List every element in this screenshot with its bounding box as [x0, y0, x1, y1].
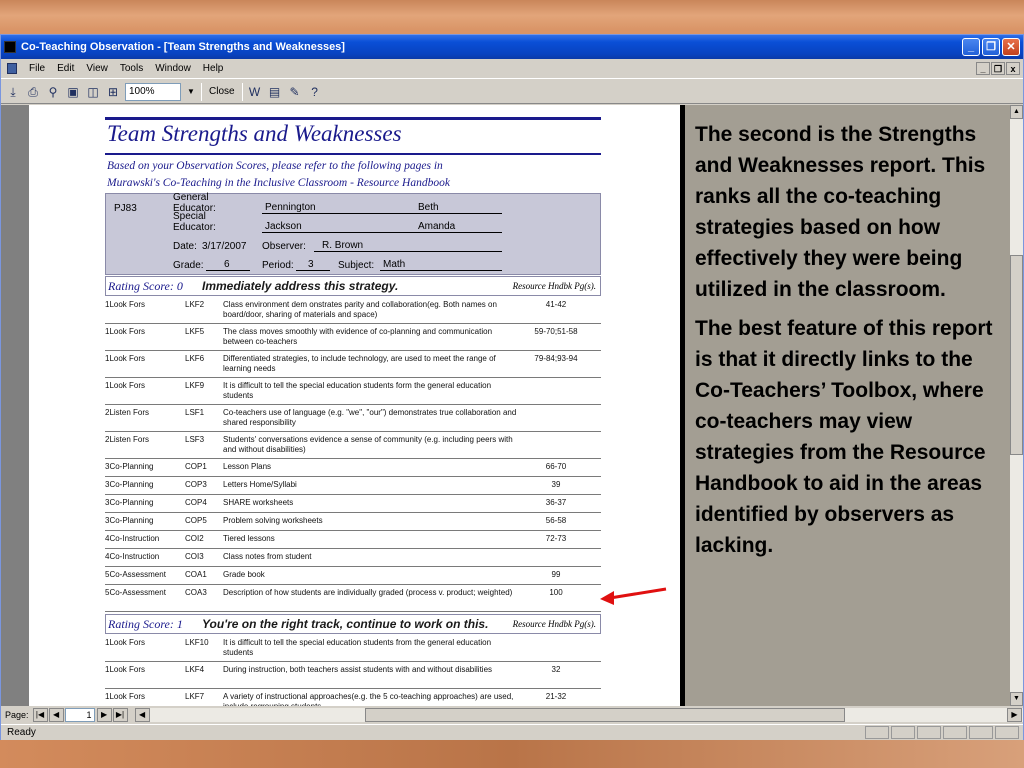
slide-background-band: [0, 740, 1024, 768]
description-cell: Description of how students are individually graded (process v. product; weighted): [223, 588, 513, 597]
category-cell: 1Look Fors: [105, 692, 146, 701]
document-icon[interactable]: [7, 63, 17, 74]
handbook-page-cell: 32: [551, 665, 561, 674]
special-educator-name: [262, 221, 502, 233]
period-label: Period:: [262, 260, 294, 271]
subtitle-line-1: Based on your Observation Scores, please refer to the following pages in: [107, 160, 443, 172]
description-cell: Differentiated strategies, to include technology, are used to meet the range of learning needs: [223, 354, 496, 373]
status-indicators: [865, 725, 1019, 740]
rating-score-message: Immediately address this strategy.: [202, 279, 399, 293]
category-cell: 5Co-Assessment: [105, 588, 166, 597]
chevron-down-icon[interactable]: ▼: [187, 86, 195, 96]
report-subtitle: [107, 158, 601, 192]
database-window-icon[interactable]: ▤: [268, 84, 281, 99]
code-cell: LKF10: [185, 638, 209, 647]
content-area: [1, 105, 1023, 706]
rating-score-1-header: [105, 614, 601, 634]
description-cell: SHARE worksheets: [223, 498, 294, 507]
scroll-right-icon[interactable]: ▶: [1007, 708, 1022, 722]
scroll-up-icon[interactable]: ▲: [1010, 105, 1023, 119]
toolbar: [1, 80, 1023, 104]
rating-score-label: Rating Score: 1: [108, 616, 183, 631]
category-cell: 3Co-Planning: [105, 516, 154, 525]
status-cell: [891, 726, 915, 739]
code-cell: COA3: [185, 588, 207, 597]
code-cell: COI3: [185, 552, 204, 561]
menu-bar: [1, 59, 1023, 79]
code-cell: LKF4: [185, 665, 205, 674]
table-row: [105, 351, 601, 378]
help-icon[interactable]: ?: [311, 84, 318, 99]
handbook-pages-header: Resource Hndbk Pg(s).: [512, 619, 596, 629]
zoom-select[interactable]: 100%: [125, 83, 181, 101]
restore-button[interactable]: ❐: [982, 38, 1000, 56]
rating-score-label: Rating Score: 0: [108, 278, 183, 293]
code-cell: LKF6: [185, 354, 205, 363]
code-cell: COP3: [185, 480, 207, 489]
table-row: [105, 324, 601, 351]
vertical-scrollbar[interactable]: [1010, 105, 1023, 706]
handbook-page-cell: 66-70: [545, 462, 567, 471]
slide-text-panel: [685, 105, 1010, 706]
code-cell: LKF7: [185, 692, 205, 701]
category-cell: 4Co-Instruction: [105, 552, 160, 561]
last-page-icon[interactable]: ▶|: [113, 708, 128, 722]
category-cell: 3Co-Planning: [105, 498, 154, 507]
code-cell: LKF9: [185, 381, 205, 390]
menu-edit[interactable]: Edit: [57, 63, 75, 74]
table-row: [105, 549, 601, 567]
description-cell: Co-teachers use of language (e.g. "we", "our") demonstrates true collaboration and shared responsibility: [223, 408, 517, 427]
code-cell: LKF5: [185, 327, 205, 336]
status-bar: [1, 724, 1023, 740]
description-cell: Lesson Plans: [223, 462, 272, 471]
status-cell: [917, 726, 941, 739]
red-arrow-icon: [598, 583, 668, 605]
doc-close-button[interactable]: x: [1006, 62, 1020, 75]
description-cell: Class notes from student: [223, 552, 312, 561]
table-row: [105, 432, 601, 459]
special-educator-first: Amanda: [418, 221, 456, 232]
table-row: [105, 405, 601, 432]
handbook-page-cell: 36-37: [545, 498, 567, 507]
scroll-left-icon[interactable]: ◀: [135, 708, 150, 722]
handbook-page-cell: 100: [549, 588, 563, 597]
description-cell: A variety of instructional approaches(e.g. the 5 co-teaching approaches) are used,: [223, 692, 514, 701]
code-cell: COA1: [185, 570, 207, 579]
rating-score-message: You're on the right track, continue to work on this.: [202, 617, 489, 631]
category-cell: 2Listen Fors: [105, 435, 150, 444]
table-row: [105, 459, 601, 477]
scroll-down-icon[interactable]: ▼: [1010, 692, 1023, 706]
title-rule: [105, 117, 601, 120]
menu-help[interactable]: Help: [202, 63, 224, 74]
horizontal-scrollbar[interactable]: [135, 708, 1023, 722]
handbook-page-cell: 79-84;93-94: [534, 354, 578, 363]
left-gutter: [1, 105, 29, 706]
app-icon: [4, 41, 16, 53]
previous-page-icon[interactable]: ◀: [49, 708, 64, 722]
table-row: [105, 297, 601, 324]
table-row: [105, 531, 601, 549]
description-cell: Letters Home/Syllabi: [223, 480, 297, 489]
grade-value: 6: [206, 259, 250, 271]
code-cell: LKF2: [185, 300, 205, 309]
handbook-page-cell: 21-32: [545, 692, 567, 701]
general-educator-last: Pennington: [265, 202, 316, 213]
subtitle-line-2: Murawski's Co-Teaching in the Inclusive Classroom - Resource Handbook: [107, 177, 450, 189]
description-cell: Grade book: [223, 570, 265, 579]
multiple-pages-icon[interactable]: ⊞: [107, 84, 119, 99]
zoom-icon[interactable]: ⚲: [48, 84, 58, 99]
general-educator-first: Beth: [418, 202, 439, 213]
menu-tools[interactable]: Tools: [119, 63, 144, 74]
slide-paragraph-1: The second is the Strengths and Weaknesses report. This ranks all the co-teaching strategies based on how effectively they were being utilized in the classroom.: [695, 123, 986, 301]
report-title: Team Strengths and Weaknesses: [107, 121, 402, 146]
description-cell: Tiered lessons: [223, 534, 275, 543]
description-cell: Problem solving worksheets: [223, 516, 323, 525]
code-cell: COI2: [185, 534, 204, 543]
two-pages-icon[interactable]: ◫: [87, 84, 99, 99]
toolbar-separator: [242, 83, 243, 101]
date-value: 3/17/2007: [202, 241, 247, 252]
table-row: [105, 567, 601, 585]
description-cell: During instruction, both teachers assist students with and without disabilities: [223, 665, 493, 674]
category-cell: 1Look Fors: [105, 638, 146, 647]
subject-value: Math: [380, 259, 502, 271]
grade-label: Grade:: [173, 260, 204, 271]
menu-file[interactable]: File: [29, 63, 46, 74]
observation-info-box: [105, 193, 601, 275]
window-controls: [962, 38, 1020, 56]
new-object-icon[interactable]: ✎: [289, 84, 300, 99]
horizontal-scroll-thumb[interactable]: [365, 708, 845, 722]
description-cell: The class moves smoothly with evidence of co-planning and communication between co-teachers: [223, 327, 493, 346]
record-navigator: [1, 706, 1023, 724]
status-text: Ready: [7, 727, 36, 738]
period-value: 3: [296, 259, 330, 271]
status-cell: [943, 726, 967, 739]
word-icon[interactable]: W: [248, 84, 261, 99]
category-cell: 2Listen Fors: [105, 408, 150, 417]
status-cell: [995, 726, 1019, 739]
window-title: Co-Teaching Observation - [Team Strengths and Weaknesses]: [21, 41, 345, 53]
category-cell: 5Co-Assessment: [105, 570, 166, 579]
category-cell: 1Look Fors: [105, 300, 146, 309]
doc-minimize-button[interactable]: _: [976, 62, 990, 75]
description-cell: Students' conversations evidence a sense of community (e.g. including peers with and without disabilities): [223, 435, 513, 454]
rating-score-0-header: [105, 276, 601, 296]
handbook-page-cell: 72-73: [545, 534, 567, 543]
handbook-page-cell: 56-58: [545, 516, 567, 525]
view-icon[interactable]: ⤓: [10, 84, 16, 99]
special-educator-label: Special Educator:: [173, 211, 216, 233]
date-label: Date:: [173, 241, 197, 252]
status-cell: [865, 726, 889, 739]
category-cell: 1Look Fors: [105, 381, 146, 390]
category-cell: 4Co-Instruction: [105, 534, 160, 543]
page-label: Page:: [5, 710, 29, 720]
close-preview-button[interactable]: Close: [209, 86, 235, 97]
observer-value: R. Brown: [314, 240, 502, 252]
slide-paragraph-2: The best feature of this report is that it directly links to the Co-Teachers’ Toolbox, where co-teachers may view strategies from the Resource Handbook to aid in the areas identified by observers as lacking.: [695, 317, 993, 557]
description-cell: Class environment dem onstrates parity and collaboration(eg. Both names on board/door, sharing of materials and space): [223, 300, 497, 319]
scroll-thumb[interactable]: [1010, 255, 1023, 455]
menu-view[interactable]: View: [86, 63, 108, 74]
code-cell: COP5: [185, 516, 207, 525]
table-row: [105, 378, 601, 405]
menu-window[interactable]: Window: [155, 63, 191, 74]
category-cell: 3Co-Planning: [105, 462, 154, 471]
minimize-button[interactable]: _: [962, 38, 980, 56]
handbook-page-cell: 59-70;51-58: [534, 327, 578, 336]
table-row: [105, 477, 601, 495]
page-number-input[interactable]: 1: [65, 708, 95, 722]
status-cell: [969, 726, 993, 739]
observer-label: Observer:: [262, 241, 306, 252]
toolbar-separator: [201, 83, 202, 101]
table-row: [105, 513, 601, 531]
code-cell: COP1: [185, 462, 207, 471]
category-cell: 1Look Fors: [105, 354, 146, 363]
table-row: [105, 495, 601, 513]
next-page-icon[interactable]: ▶: [97, 708, 112, 722]
table-row: [105, 585, 601, 612]
description-cell: It is difficult to tell the special education students from the general education students: [223, 638, 492, 657]
subject-label: Subject:: [338, 260, 375, 271]
title-bar: [1, 35, 1023, 59]
close-button[interactable]: ✕: [1002, 38, 1020, 56]
print-icon[interactable]: ⎙: [28, 84, 38, 99]
document-controls: [976, 62, 1020, 75]
code-cell: COP4: [185, 498, 207, 507]
first-page-icon[interactable]: |◀: [33, 708, 48, 722]
observation-id: PJ83: [114, 203, 137, 214]
handbook-page-cell: 99: [551, 570, 561, 579]
description-cell: It is difficult to tell the special education students form the general education students: [223, 381, 492, 400]
code-cell: LSF1: [185, 408, 205, 417]
handbook-page-cell: 39: [551, 480, 561, 489]
general-educator-label: General Educator:: [173, 192, 216, 214]
table-row: [105, 662, 601, 689]
subtitle-rule: [105, 153, 601, 155]
one-page-icon[interactable]: ▣: [67, 84, 79, 99]
application-window: [0, 34, 1024, 740]
report-page: [29, 105, 680, 706]
handbook-pages-header: Resource Hndbk Pg(s).: [512, 281, 596, 291]
category-cell: 1Look Fors: [105, 327, 146, 336]
category-cell: 3Co-Planning: [105, 480, 154, 489]
category-cell: 1Look Fors: [105, 665, 146, 674]
general-educator-name: [262, 202, 502, 214]
special-educator-last: Jackson: [265, 221, 302, 232]
table-row: [105, 635, 601, 662]
doc-restore-button[interactable]: ❐: [991, 62, 1005, 75]
code-cell: LSF3: [185, 435, 205, 444]
handbook-page-cell: 41-42: [545, 300, 567, 309]
